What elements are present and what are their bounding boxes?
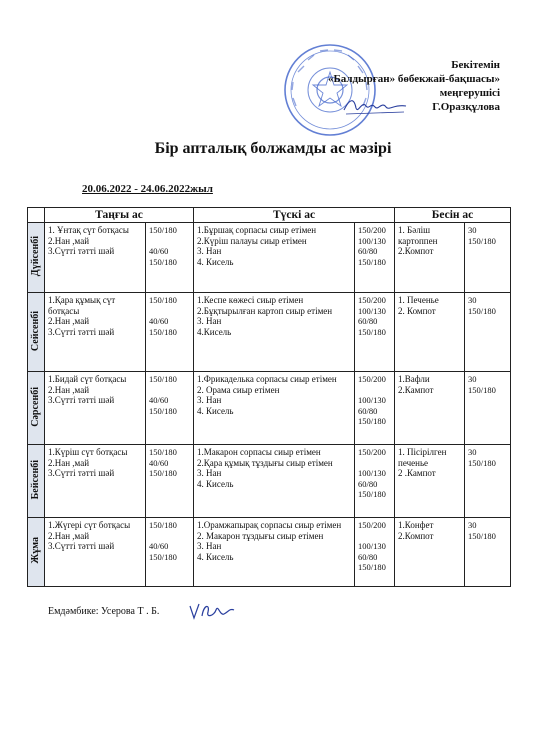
portion-amount: 150/180	[358, 562, 386, 572]
portion-amount	[149, 306, 190, 317]
menu-day-row	[28, 518, 511, 587]
portion-amount: 150/200	[358, 447, 386, 457]
lunch-dishes-cell	[194, 293, 355, 372]
breakfast-dishes-cell	[45, 223, 146, 293]
dish-item: 2. Орама сиыр етімен	[197, 384, 280, 395]
approval-line-organization: «Балдырған» бөбекжай-бақшасы»	[327, 73, 500, 85]
portion-amount: 150/180	[358, 256, 386, 267]
portion-amount: 150/180	[149, 468, 177, 478]
breakfast-dishes-cell	[45, 445, 146, 518]
weekly-menu-table	[27, 207, 511, 587]
lunch-dishes-cell	[194, 445, 355, 518]
table-header-row	[28, 208, 511, 223]
menu-day-row	[28, 223, 511, 293]
portion-amount: 150/180	[149, 551, 177, 562]
breakfast-dishes-cell	[45, 293, 146, 372]
lunch-amounts-cell	[355, 223, 395, 293]
approval-line-approved: Бекітемін	[451, 59, 500, 71]
snack-dishes-cell	[395, 372, 465, 445]
snack-amounts-cell	[465, 445, 511, 518]
corner-cell	[28, 208, 45, 223]
portion-amount: 100/130	[358, 395, 386, 405]
dish-item: 1.Бұршақ сорпасы сиыр етімен	[197, 225, 317, 235]
dish-item: 2.Компот	[398, 530, 434, 541]
dish-item: 1.Қара құмық сүт ботқасы	[48, 295, 116, 316]
dish-item: 1.Орамжапырақ сорпасы сиыр етімен	[197, 520, 342, 530]
snack-amounts-cell	[465, 518, 511, 587]
snack-header: Бесін ас	[395, 208, 511, 223]
lunch-amounts-cell	[355, 518, 395, 587]
breakfast-dishes-cell	[45, 372, 146, 445]
portion-amount: 60/80	[358, 405, 378, 416]
snack-amounts-cell	[465, 293, 511, 372]
portion-amount: 100/130	[358, 541, 386, 551]
portion-amount: 30	[468, 374, 477, 384]
dish-item: 3.Сүтті тәтті шәй	[48, 246, 115, 256]
dish-item: 2.Нан ,май	[48, 530, 90, 541]
page-title: Бір апталық болжамды ас мәзірі	[154, 140, 392, 157]
dish-item: 1. Бәліш картоппен	[398, 225, 438, 246]
portion-amount: 150/180	[149, 256, 177, 267]
lunch-amounts-cell	[355, 372, 395, 445]
lunch-amounts-cell	[355, 445, 395, 518]
day-cell	[28, 223, 45, 293]
snack-dishes-cell	[395, 518, 465, 587]
portion-amount	[149, 531, 190, 542]
dish-item: 4. Кисель	[197, 256, 234, 267]
portion-amount: 150/180	[468, 457, 496, 468]
portion-amount: 150/180	[468, 384, 496, 395]
portion-amount	[149, 385, 190, 396]
dish-item: 2.Кампот	[398, 384, 434, 395]
portion-amount: 150/180	[149, 295, 177, 305]
portion-amount: 150/200	[358, 225, 386, 235]
lunch-amounts-cell	[355, 293, 395, 372]
day-name: Жұма	[29, 537, 41, 565]
portion-amount	[149, 236, 190, 247]
lunch-dishes-cell	[194, 518, 355, 587]
snack-dishes-cell	[395, 223, 465, 293]
dish-item: 1.Макарон сорпасы сиыр етімен	[197, 447, 321, 457]
portion-amount: 150/180	[468, 530, 496, 541]
dish-item: 3. Нан	[197, 468, 222, 478]
dish-item: 3.Сүтті тәтті шәй	[48, 326, 115, 337]
menu-period: 20.06.2022 - 24.06.2022жыл	[82, 183, 213, 195]
dish-item: 1.Кеспе көжесі сиыр етімен	[197, 295, 304, 305]
portion-amount	[358, 458, 391, 469]
portion-amount: 150/180	[468, 305, 496, 316]
menu-day-row	[28, 445, 511, 518]
day-name: Сәрсенбі	[29, 386, 41, 427]
dish-item: 1.Вафли	[398, 374, 430, 384]
breakfast-dishes-cell	[45, 518, 146, 587]
dish-item: 1.Күріш сүт ботқасы	[48, 447, 128, 457]
dish-item: 3.Сүтті тәтті шәй	[48, 395, 115, 405]
portion-amount: 150/180	[468, 235, 496, 246]
dish-item: 1. Ұнтақ сүт ботқасы	[48, 225, 129, 235]
dish-item: 1.Конфет	[398, 520, 434, 530]
portion-amount: 150/180	[149, 405, 177, 416]
breakfast-amounts-cell	[146, 518, 194, 587]
portion-amount: 150/180	[149, 326, 177, 337]
portion-amount: 100/130	[358, 305, 386, 316]
snack-dishes-cell	[395, 293, 465, 372]
portion-amount: 30	[468, 225, 477, 235]
lunch-dishes-cell	[194, 223, 355, 293]
dish-item: 1.Жүгері сүт ботқасы	[48, 520, 131, 530]
portion-amount: 60/80	[358, 246, 378, 256]
day-cell	[28, 445, 45, 518]
portion-amount: 60/80	[358, 316, 378, 326]
dish-item: 3.Сүтті тәтті шәй	[48, 541, 115, 551]
day-name: Дүйсенбі	[29, 236, 41, 277]
portion-amount: 150/180	[358, 489, 386, 499]
day-cell	[28, 293, 45, 372]
day-name: Бейсенбі	[29, 460, 41, 500]
nurse-signature	[186, 598, 238, 622]
portion-amount: 150/180	[149, 520, 177, 530]
portion-amount: 60/80	[358, 551, 378, 562]
approval-line-name: Г.Оразқұлова	[432, 101, 500, 113]
portion-amount	[358, 385, 391, 396]
lunch-header: Түскі ас	[194, 208, 395, 223]
portion-amount: 30	[468, 520, 477, 530]
dish-item: 2.Компот	[398, 246, 434, 256]
dish-item: 2.Бұқтырылған картоп сиыр етімен	[197, 305, 333, 316]
dish-item: 1.Фрикаделька сорпасы сиыр етімен	[197, 374, 337, 384]
portion-amount: 60/80	[358, 478, 378, 489]
dish-item: 3. Нан	[197, 541, 222, 551]
day-name: Сейсенбі	[29, 310, 41, 351]
dish-item: 4. Кисель	[197, 478, 234, 489]
dish-item: 2.Нан ,май	[48, 316, 90, 326]
dish-item: 3. Нан	[197, 246, 222, 256]
dish-item: 2.Нан ,май	[48, 235, 90, 246]
day-cell	[28, 372, 45, 445]
director-signature	[340, 92, 410, 118]
dish-item: 1. Печенье	[398, 295, 439, 305]
breakfast-amounts-cell	[146, 293, 194, 372]
portion-amount: 150/200	[358, 295, 386, 305]
dish-item: 2.Нан ,май	[48, 457, 90, 468]
portion-amount: 100/130	[358, 235, 386, 246]
breakfast-amounts-cell	[146, 445, 194, 518]
portion-amount: 40/60	[149, 316, 169, 326]
dish-item: 3. Нан	[197, 395, 222, 405]
portion-amount: 150/180	[149, 374, 177, 384]
dish-item: 4. Кисель	[197, 551, 234, 562]
dish-item: 3.Сүтті тәтті шәй	[48, 468, 115, 478]
portion-amount: 30	[468, 295, 477, 305]
dish-item: 2.Қара құмық тұздығы сиыр етімен	[197, 457, 333, 468]
dish-item: 4. Кисель	[197, 405, 234, 416]
portion-amount	[358, 531, 391, 542]
menu-day-row	[28, 372, 511, 445]
portion-amount: 40/60	[149, 395, 169, 405]
dish-item: 2. Макарон тұздығы сиыр етімен	[197, 530, 324, 541]
snack-amounts-cell	[465, 223, 511, 293]
breakfast-amounts-cell	[146, 372, 194, 445]
portion-amount: 40/60	[149, 457, 169, 468]
snack-amounts-cell	[465, 372, 511, 445]
lunch-dishes-cell	[194, 372, 355, 445]
dish-item: 2.Күріш палауы сиыр етімен	[197, 235, 307, 246]
day-cell	[28, 518, 45, 587]
breakfast-amounts-cell	[146, 223, 194, 293]
approval-line-position: меңгерушісі	[439, 87, 500, 99]
dish-item: 1. Пісірілген печенье	[398, 447, 447, 468]
portion-amount: 30	[468, 447, 477, 457]
menu-day-row	[28, 293, 511, 372]
dish-item: 4.Кисель	[197, 326, 232, 337]
breakfast-header: Таңғы ас	[45, 208, 194, 223]
portion-amount: 150/200	[358, 520, 386, 530]
portion-amount: 40/60	[149, 246, 169, 256]
portion-amount: 150/180	[358, 326, 386, 337]
portion-amount: 150/200	[358, 374, 386, 384]
dish-item: 1.Бидай сүт ботқасы	[48, 374, 127, 384]
portion-amount: 150/180	[149, 225, 177, 235]
snack-dishes-cell	[395, 445, 465, 518]
portion-amount: 100/130	[358, 468, 386, 478]
nurse-label: Емдәмбике: Усерова Т . Б.	[48, 606, 160, 617]
dish-item: 2.Нан ,май	[48, 384, 90, 395]
portion-amount: 40/60	[149, 541, 169, 551]
portion-amount: 150/180	[149, 447, 177, 457]
portion-amount: 150/180	[358, 416, 386, 426]
dish-item: 2. Компот	[398, 305, 436, 316]
dish-item: 2 .Кампот	[398, 468, 436, 478]
dish-item: 3. Нан	[197, 316, 222, 326]
